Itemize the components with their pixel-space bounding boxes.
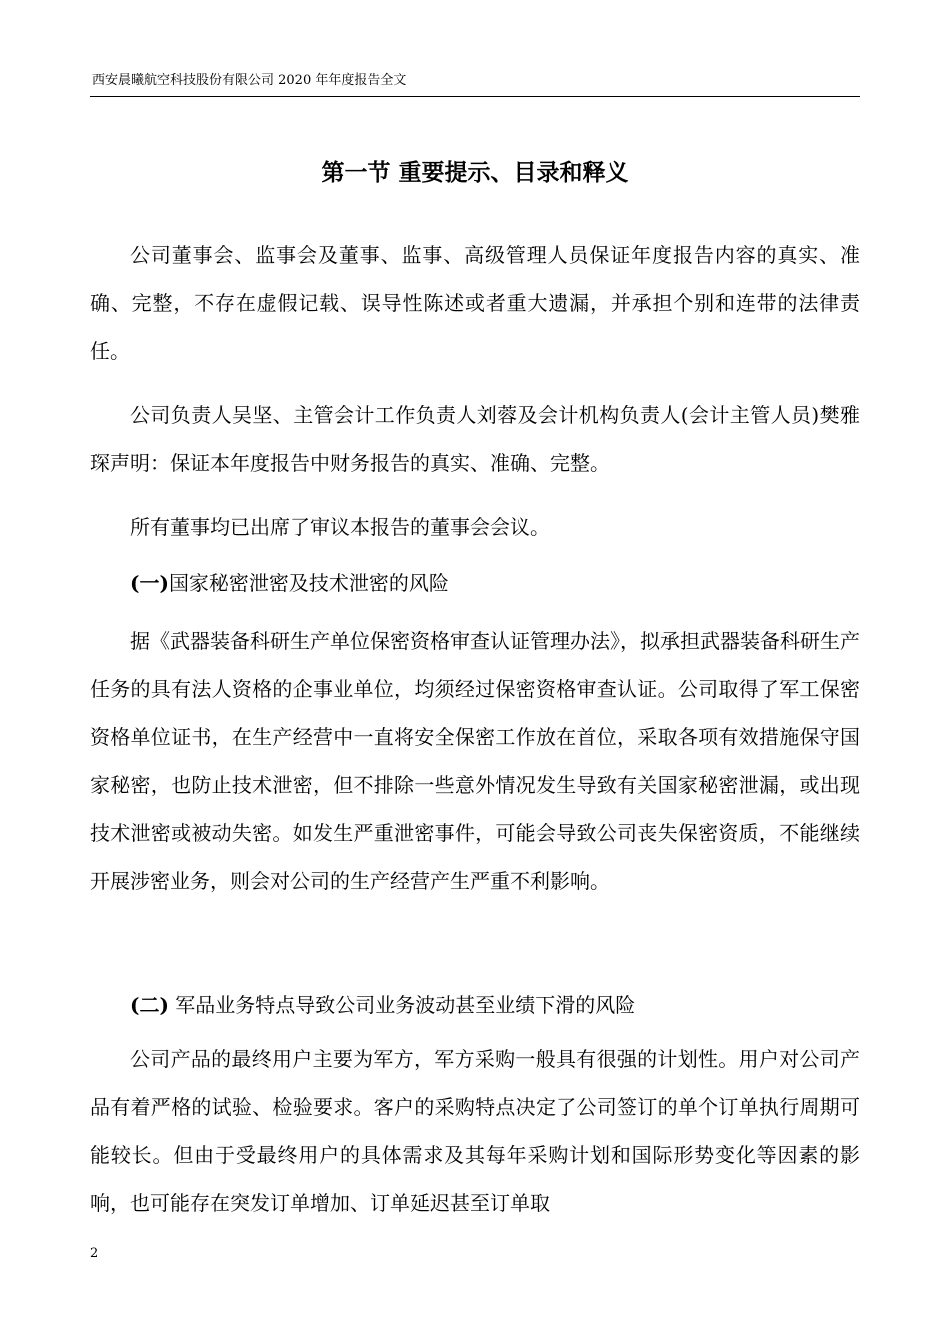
risk-heading-1-text: 国家秘密泄密及技术泄密的风险: [168, 571, 449, 595]
header-divider: [90, 96, 860, 97]
paragraph-officer-declaration: 公司负责人吴坚、主管会计工作负责人刘蓉及会计机构负责人(会计主管人员)樊雅琛声明：保证本年度报告中财务报告的真实、准确、完整。: [90, 403, 860, 475]
risk-heading-2-text: 军品业务特点导致公司业务波动甚至业绩下滑的风险: [168, 993, 636, 1017]
body-block-6: [90, 981, 860, 1029]
risk-heading-1: [90, 559, 860, 607]
paragraph-military-business-risk: 公司产品的最终用户主要为军方，军方采购一般具有很强的计划性。用户对公司产品有着严格的试验、检验要求。客户的采购特点决定了公司签订的单个订单执行周期可能较长。但由于受最终用户的具体需求及其每年采购计划和国际形势变化等因素的影响，也可能存在突发订单增加、订单延迟甚至订单取: [90, 1047, 860, 1215]
body-block-5: [90, 617, 860, 905]
section-title: 第一节 重要提示、目录和释义: [321, 159, 629, 186]
body-block-4: [90, 559, 860, 607]
body-block-2: [90, 391, 860, 487]
page-number: 2: [90, 1246, 99, 1261]
report-header: 西安晨曦航空科技股份有限公司 2020 年年度报告全文: [92, 73, 407, 88]
risk-heading-2-number: (二): [130, 993, 169, 1017]
risk-heading-2: [90, 981, 860, 1029]
body-block-7: [90, 1035, 860, 1227]
paragraph-board-attendance: 所有董事均已出席了审议本报告的董事会会议。: [130, 515, 550, 539]
paragraph-secrecy-risk: 据《武器装备科研生产单位保密资格审查认证管理办法》，拟承担武器装备科研生产任务的具有法人资格的企事业单位，均须经过保密资格审查认证。公司取得了军工保密资格单位证书，在生产经营中一直将安全保密工作放在首位，采取各项有效措施保守国家秘密，也防止技术泄密，但不排除一些意外情况发生导致有关国家秘密泄漏，或出现技术泄密或被动失密。如发生严重泄密事件，可能会导致公司丧失保密资质，不能继续开展涉密业务，则会对公司的生产经营产生严重不利影响。: [90, 629, 860, 893]
body-block-1: [90, 231, 860, 375]
body-block-3: [90, 503, 860, 551]
risk-heading-1-number: (一): [130, 571, 169, 595]
paragraph-board-guarantee: 公司董事会、监事会及董事、监事、高级管理人员保证年度报告内容的真实、准确、完整，不存在虚假记载、误导性陈述或者重大遗漏，并承担个别和连带的法律责任。: [90, 243, 860, 363]
